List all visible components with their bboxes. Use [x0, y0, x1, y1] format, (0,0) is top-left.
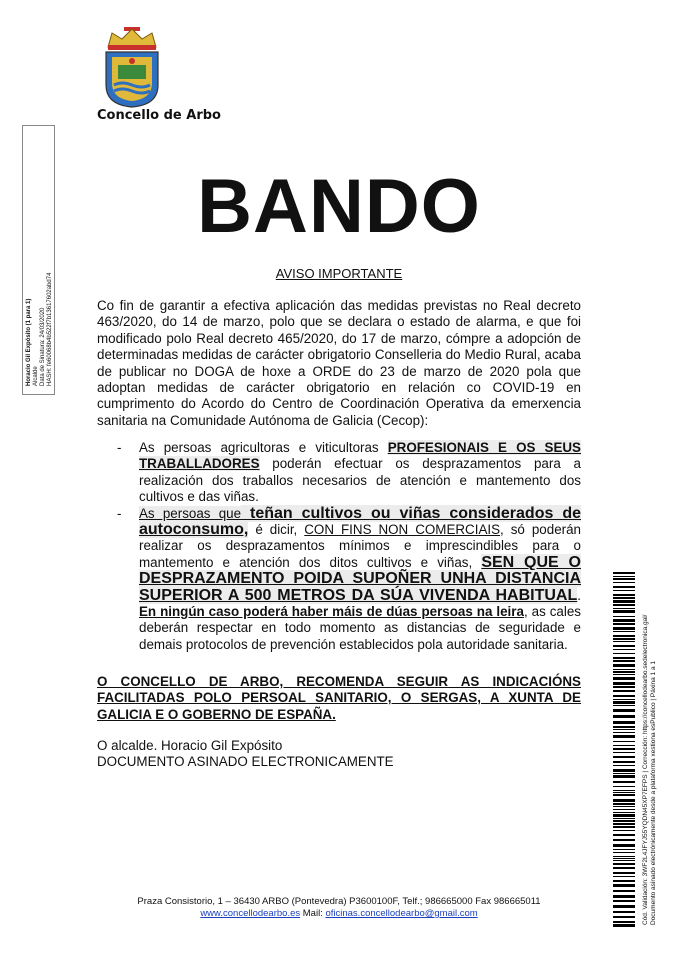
signature-block	[97, 738, 394, 771]
bullet2-rest: , as cales deberán respectar en todo momento as distancias de seguridade e demais protocolos de prevención establecidos pola autoridade sanitaria.	[139, 604, 581, 652]
bullet-dash: -	[117, 505, 122, 521]
bullet2-dot: .	[577, 587, 581, 603]
bullet1-emphasis: PROFESIONAIS E OS SEUS TRABALLADORES	[139, 440, 581, 472]
footer	[0, 896, 678, 920]
bullet2-distance: SEN QUE O DESPRAZAMENTO POIDA SUPOÑER UNHA DISTANCIA SUPERIOR A 500 METROS DA SÚA VIVENDA HABITUAL	[139, 553, 581, 604]
email-link[interactable]: oficinas.concellodearbo@gmail.com	[325, 908, 478, 919]
signer-name: O alcalde. Horacio Gil Expósito	[97, 738, 283, 753]
measures-list	[97, 440, 581, 653]
footer-address: Praza Consistorio, 1 – 36430 ARBO (Pontevedra) P3600100F, Telf.; 986665000 Fax 986665011	[137, 896, 541, 907]
bullet2-limit: En ningún caso poderá haber máis de dúas persoas na leira	[139, 604, 524, 620]
validation-platform: Documento asinado electrónicamente desde a plataforma xestiona esPublico | Páxina 1 a 1	[650, 660, 657, 925]
list-item	[97, 506, 581, 654]
recommendation: O CONCELLO DE ARBO, RECOMENDA SEGUIR AS INDICACIÓNS FACILITADAS POLO PERSOAL SANITARIO, O SERGAS, A XUNTA DE GALICIA E O GOBERNO DE ESPAÑA.	[97, 674, 581, 722]
bullet1-rest: poderán efectuar os desprazamentos para a realización dos traballos necesarios de atención e mantemento dos cultivos e das viñas.	[139, 456, 581, 505]
intro-paragraph: Co fin de garantir a efectiva aplicación das medidas previstas no Real decreto 463/2020, do 14 de marzo, polo que se declara o estado de alarma, e que foi modificado polo Real decreto 465/2020, do 17 de marzo, cómpre a adopción de determinadas medidas de carácter obrigatorio Conselleria do Medio Rural, acaba de publicar no DOGA de hoxe a ORDE do 23 de marzo de 2020 pola que adoptan medidas de carácter obrigatorio en relación co COVID-19 en cumprimento do Acordo do Centro de Coordinación Operativa da emerxencia sanitaria na Comunidade Autónoma de Galicia (Cecop):	[97, 298, 581, 428]
page-title: BANDO	[197, 164, 481, 249]
mail-label: Mail:	[300, 908, 326, 919]
crest-icon	[102, 25, 162, 109]
bullet2-text2: , só poderán realizar os desprazamentos mínimos e imprescindibles para o mantemento e atención dos ditos cultivos e viñas,	[139, 522, 581, 570]
bullet2-lead: As persoas que	[139, 505, 242, 521]
stamp-hash: HASH: fe60068b4b522f7b13617602abd74	[47, 272, 53, 386]
org-name: Concello de Arbo	[97, 108, 221, 123]
validation-text	[642, 570, 658, 925]
validation-code: Cód. Validación: 3WF2L4JFYJ55YQDN45XP7EFPS | Corrección: https://concellodearbo.sedelectronica.gal/	[642, 614, 649, 925]
bullet2-emphasis: teñan cultivos ou viñas considerados de autoconsumo,	[139, 504, 581, 539]
bullet2-noncommercial: CON FINS NON COMERCIAIS	[304, 522, 501, 538]
stamp-signer: Horacio Gil Expósito (1 para 1)	[26, 298, 32, 386]
subtitle: AVISO IMPORTANTE	[275, 266, 403, 281]
signed-notice: DOCUMENTO ASINADO ELECTRONICAMENTE	[97, 754, 394, 770]
website-link[interactable]: www.concellodearbo.es	[200, 908, 301, 919]
bullet2-text: é dicir,	[248, 522, 305, 538]
stamp-date: Data de Sinatura: 24/03/2020	[40, 307, 46, 386]
bullet1-text: As persoas agricultoras e viticultoras	[139, 440, 388, 455]
barcode-icon	[613, 572, 635, 930]
bullet-dash: -	[117, 440, 122, 455]
list-item	[97, 440, 581, 506]
stamp-role: Alcalde	[33, 366, 39, 386]
